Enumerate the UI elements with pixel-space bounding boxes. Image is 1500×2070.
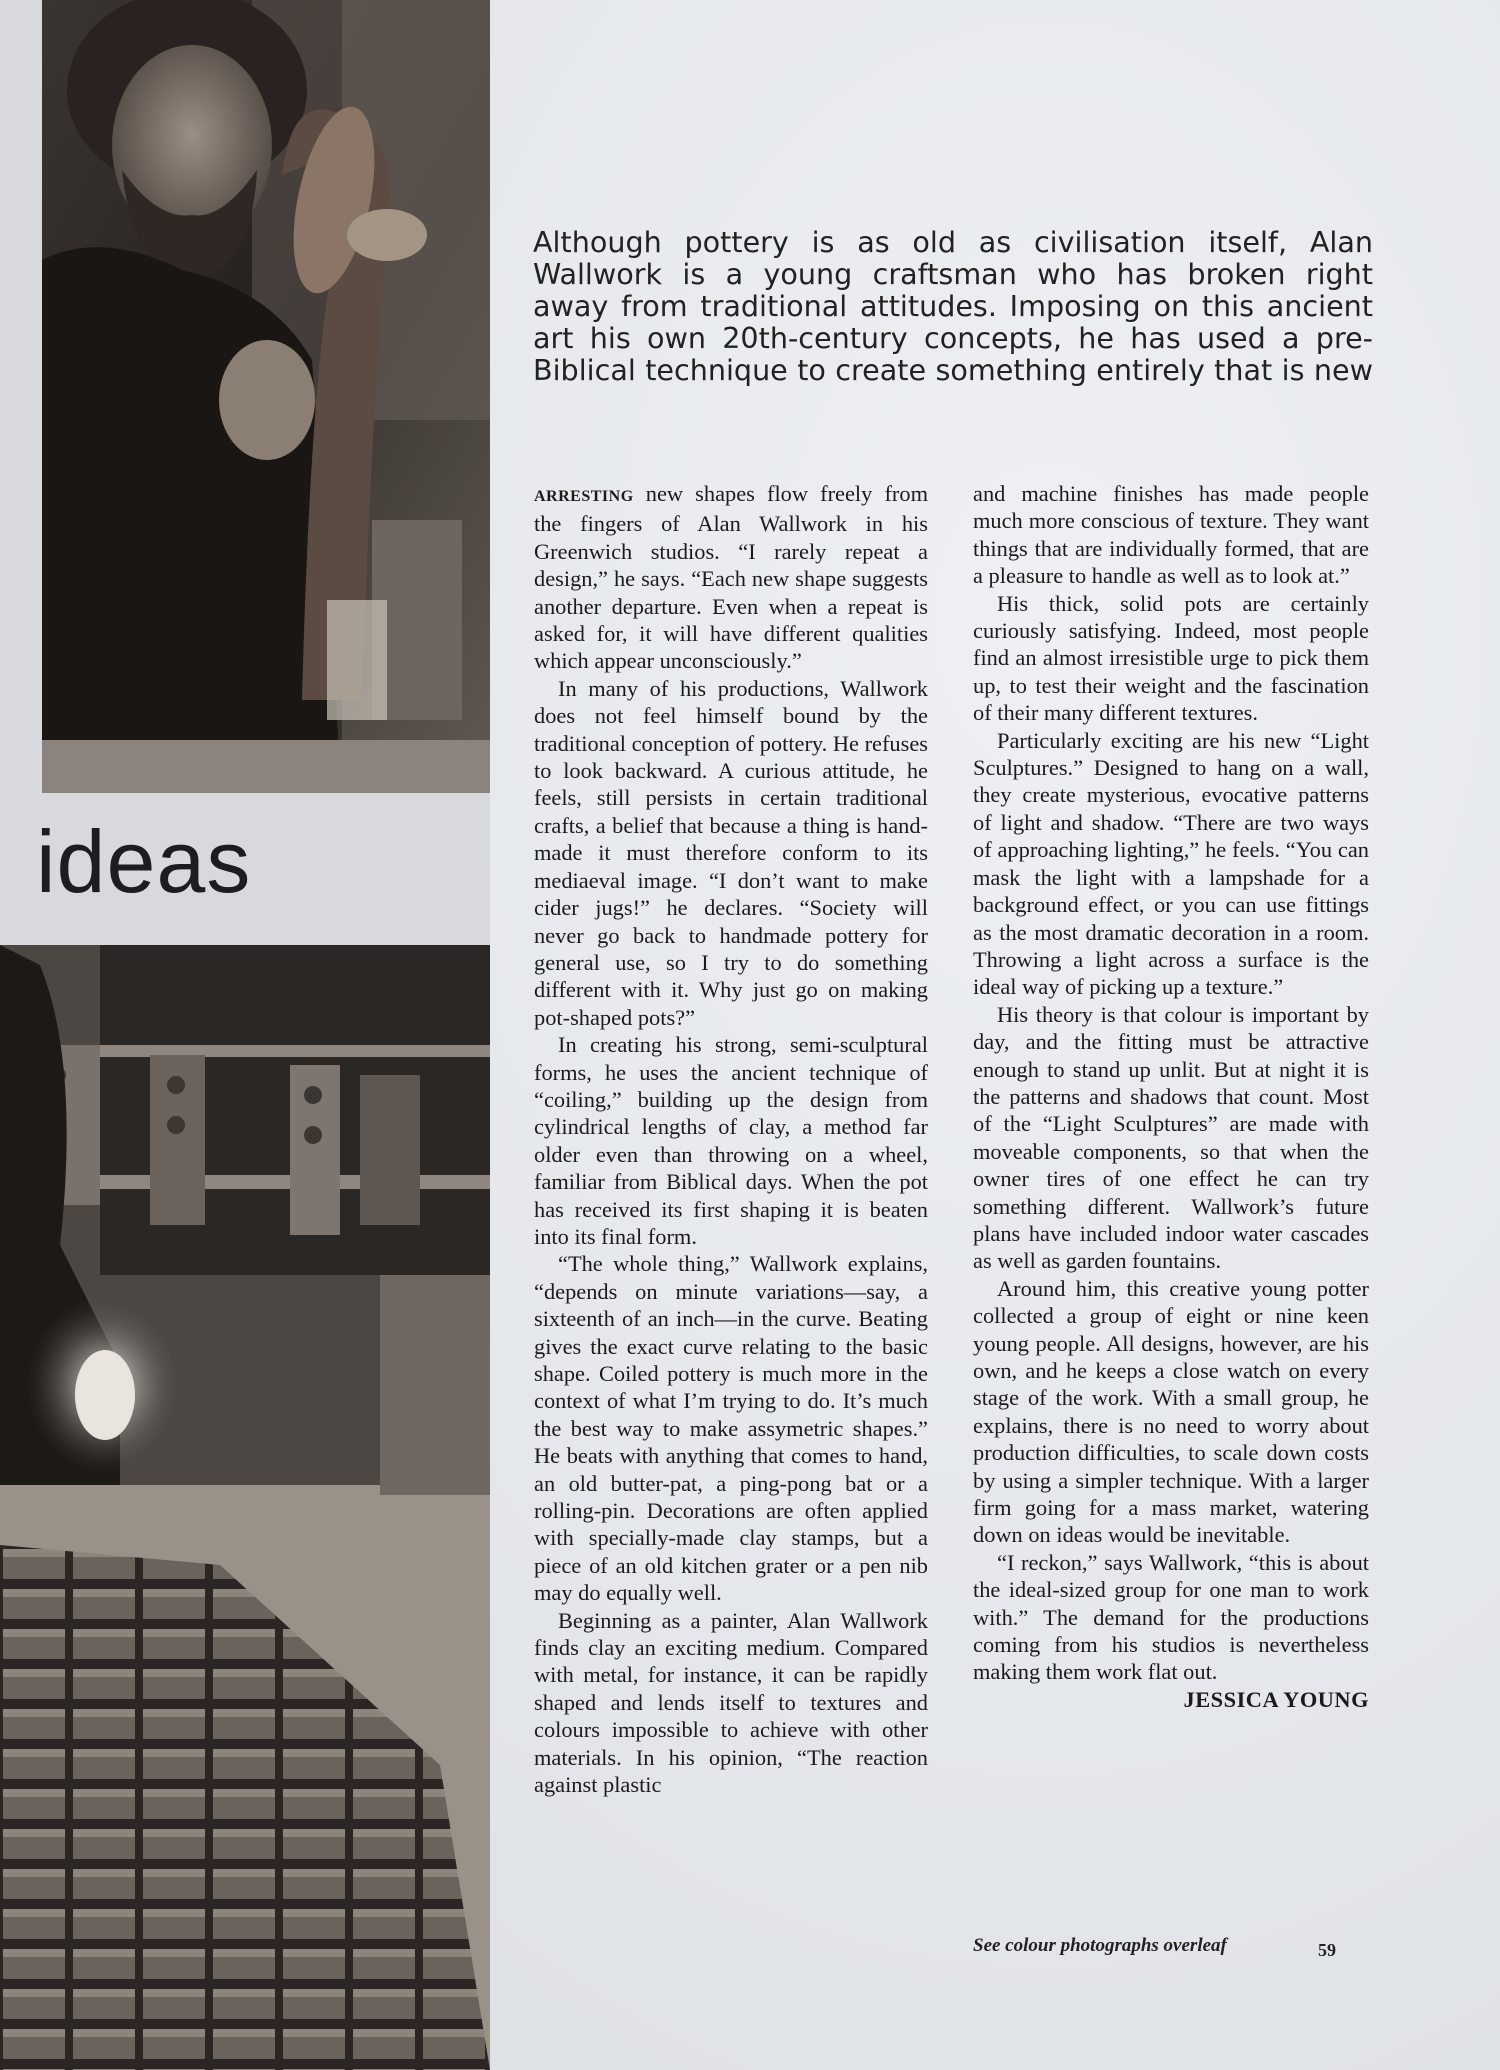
intro-line: art his own 20th-century concepts, he has used a pre- bbox=[533, 321, 1373, 355]
intro-deck bbox=[533, 226, 1373, 386]
article-paragraph: Beginning as a painter, Alan Wallwork finds clay an exciting medium. Compared with metal, for instance, it can be rapidly shaped and lends itself to textures and colours impossible to achieve with other materials. In his opinion, “The reaction against plastic bbox=[534, 1607, 928, 1798]
footer-note: See colour photographs overleaf bbox=[973, 1935, 1227, 1956]
photo-workshop-tiles bbox=[0, 945, 490, 2070]
intro-line: Biblical technique to create something entirely that is new bbox=[533, 353, 1373, 387]
article-paragraph: In creating his strong, semi-sculptural forms, he uses the ancient technique of “coiling,” building up the design from cylindrical lengths of clay, a method far older even than throwing on a wheel, familiar from Biblical days. When the pot has received its first shaping it is beaten into its final form. bbox=[534, 1032, 928, 1249]
article-paragraph: His theory is that colour is important by day, and the fitting must be attractive enough to stand up unlit. But at night it is the patterns and shadows that count. Most of the “Light Sculptures” are made with moveable components, so that when the owner tires of one effect he can try something different. Wallwork’s future plans have included indoor water cascades as well as garden fountains. bbox=[973, 1001, 1369, 1274]
intro-line: away from traditional attitudes. Imposing on this ancient bbox=[533, 289, 1373, 323]
article-paragraph: In many of his productions, Wallwork does not feel himself bound by the traditional conception of pottery. He refuses to look backward. A curious attitude, he feels, still persists in certain traditional crafts, a belief that because a thing is hand-made it must therefore conform to its mediaeval image. “I don’t want to make cider jugs!” he declares. “Society will never go back to handmade pottery for general use, so I try to do something different with it. Why just go on making pot-shaped pots?” bbox=[534, 675, 928, 1030]
article-paragraph: “The whole thing,” Wallwork explains, “depends on minute variations—say, a sixteenth of an inch—in the curve. Beating gives the exact curve relating to the basic shape. Coiled pottery is much more in the context of what I’m trying to do. It’s much the best way to make assymetric shapes.” He beats with anything that comes to hand, an old butter-pat, a ping-pong bat or a rolling-pin. Decorations are often applied with specially-made clay stamps, but a piece of an old kitchen grater or a pen nib may do equally well. bbox=[534, 1251, 928, 1606]
article-paragraph: His thick, solid pots are certainly curiously satisfying. Indeed, most people find an almost irresistible urge to pick them up, to test their weight and the fascination of their many different textures. bbox=[973, 590, 1369, 726]
article-paragraph: Around him, this creative young potter collected a group of eight or nine keen young people. All designs, however, are his own, and he keeps a close watch on every stage of the work. With a small group, he explains, there is no need to worry about production difficulties, to scale down costs by using a simpler technique. With a larger firm going for a mass market, watering down on ideas would be inevitable. bbox=[973, 1275, 1369, 1548]
article-column-1 bbox=[534, 480, 928, 1799]
paragraph-text: “I reckon,” says Wallwork, “this is about the ideal-sized group for one man to work with.” The demand for the productions coming from his studios is nevertheless making them work flat out. bbox=[973, 1549, 1369, 1685]
page-number: 59 bbox=[1318, 1940, 1336, 1960]
intro-line: Although pottery is as old as civilisation itself, Alan bbox=[533, 225, 1373, 259]
intro-line: Wallwork is a young craftsman who has broken right bbox=[533, 257, 1373, 291]
byline: JESSICA YOUNG bbox=[1183, 1686, 1369, 1712]
paragraph-text: new shapes flow freely from the fingers of Alan Wallwork in his Greenwich studios. “I rarely repeat a design,” he says. “Each new shape suggests another departure. Even when a repeat is asked for, it will have different qualities which appear unconsciously.” bbox=[534, 481, 928, 674]
lead-smallcaps: ARRESTING bbox=[534, 488, 634, 505]
article-paragraph: Particularly exciting are his new “Light Sculptures.” Designed to hang on a wall, they create mysterious, evocative patterns of light and shadow. “There are two ways of approaching lighting,” he feels. “You can mask the light with a lampshade for a background effect, or you can use fittings as the most dramatic decoration in a room. Throwing a light across a surface is the ideal way of picking up a texture.” bbox=[973, 727, 1369, 1000]
heading-word: ideas bbox=[36, 812, 252, 911]
photo-potter-portrait bbox=[42, 0, 490, 793]
article-paragraph bbox=[973, 1549, 1369, 1712]
article-paragraph bbox=[534, 480, 928, 675]
article-column-2 bbox=[973, 480, 1369, 1713]
article-paragraph: and machine finishes has made people much more conscious of texture. They want things that are individually formed, that are a pleasure to handle as well as to look at.” bbox=[973, 481, 1369, 589]
